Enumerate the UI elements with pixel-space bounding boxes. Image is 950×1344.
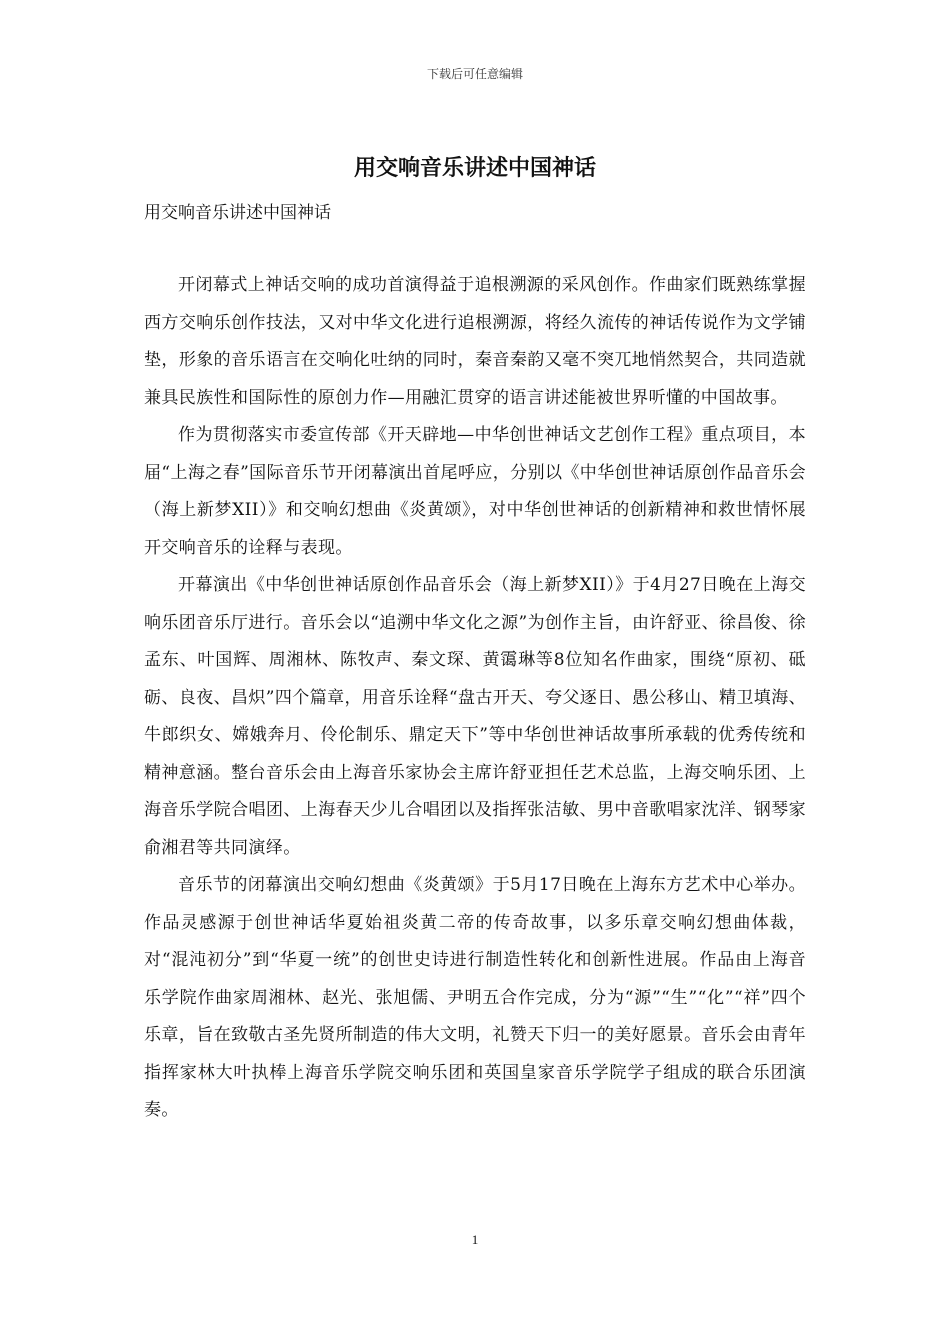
- page-number: 1: [471, 1232, 479, 1247]
- body-paragraph: 作为贯彻落实市委宣传部《开天辟地—中华创世神话文艺创作工程》重点项目，本届“上海之春”国际音乐节开闭幕演出首尾呼应，分别以《中华创世神话原创作品音乐会（海上新梦XII）》和交响幻想曲《炎黄颂》，对中华创世神话的创新精神和救世情怀展开交响音乐的诠释与表现。: [144, 425, 806, 558]
- document-title: 用交响音乐讲述中国神话: [353, 156, 596, 181]
- body-paragraph: 开闭幕式上神话交响的成功首演得益于追根溯源的采风创作。作曲家们既熟练掌握西方交响乐创作技法，又对中华文化进行追根溯源，将经久流传的神话传说作为文学铺垫，形象的音乐语言在交响化吐纳的同时，秦音秦韵又毫不突兀地悄然契合，共同造就兼具民族性和国际性的原创力作—用融汇贯穿的语言讲述能被世界听懂的中国故事。: [144, 275, 806, 408]
- page-header: 下载后可任意编辑: [426, 67, 523, 81]
- document-subtitle: 用交响音乐讲述中国神话: [144, 203, 331, 223]
- body-paragraph: 音乐节的闭幕演出交响幻想曲《炎黄颂》于5月17日晚在上海东方艺术中心举办。作品灵感源于创世神话华夏始祖炎黄二帝的传奇故事，以多乐章交响幻想曲体裁，对“混沌初分”到“华夏一统”的创世史诗进行制造性转化和创新性进展。作品由上海音乐学院作曲家周湘林、赵光、张旭儒、尹明五合作完成，分为“源”“生”“化”“祥”四个乐章，旨在致敬古圣先贤所制造的伟大文明，礼赞天下归一的美好愿景。音乐会由青年指挥家林大叶执棒上海音乐学院交响乐团和英国皇家音乐学院学子组成的联合乐团演奏。: [144, 875, 806, 1120]
- body-paragraph: 开幕演出《中华创世神话原创作品音乐会（海上新梦XII）》于4月27日晚在上海交响乐团音乐厅进行。音乐会以“追溯中华文化之源”为创作主旨，由许舒亚、徐昌俊、徐孟东、叶国辉、周湘林、陈牧声、秦文琛、黄霭琳等8位知名作曲家，围绕“原初、砥砺、良夜、昌炽”四个篇章，用音乐诠释“盘古开天、夸父逐日、愚公移山、精卫填海、牛郎织女、嫦娥奔月、伶伦制乐、鼎定天下”等中华创世神话故事所承载的优秀传统和精神意涵。整台音乐会由上海音乐家协会主席许舒亚担任艺术总监，上海交响乐团、上海音乐学院合唱团、上海春天少儿合唱团以及指挥张洁敏、男中音歌唱家沈洋、钢琴家俞湘君等共同演绎。: [144, 575, 806, 858]
- document-body: [144, 267, 806, 1130]
